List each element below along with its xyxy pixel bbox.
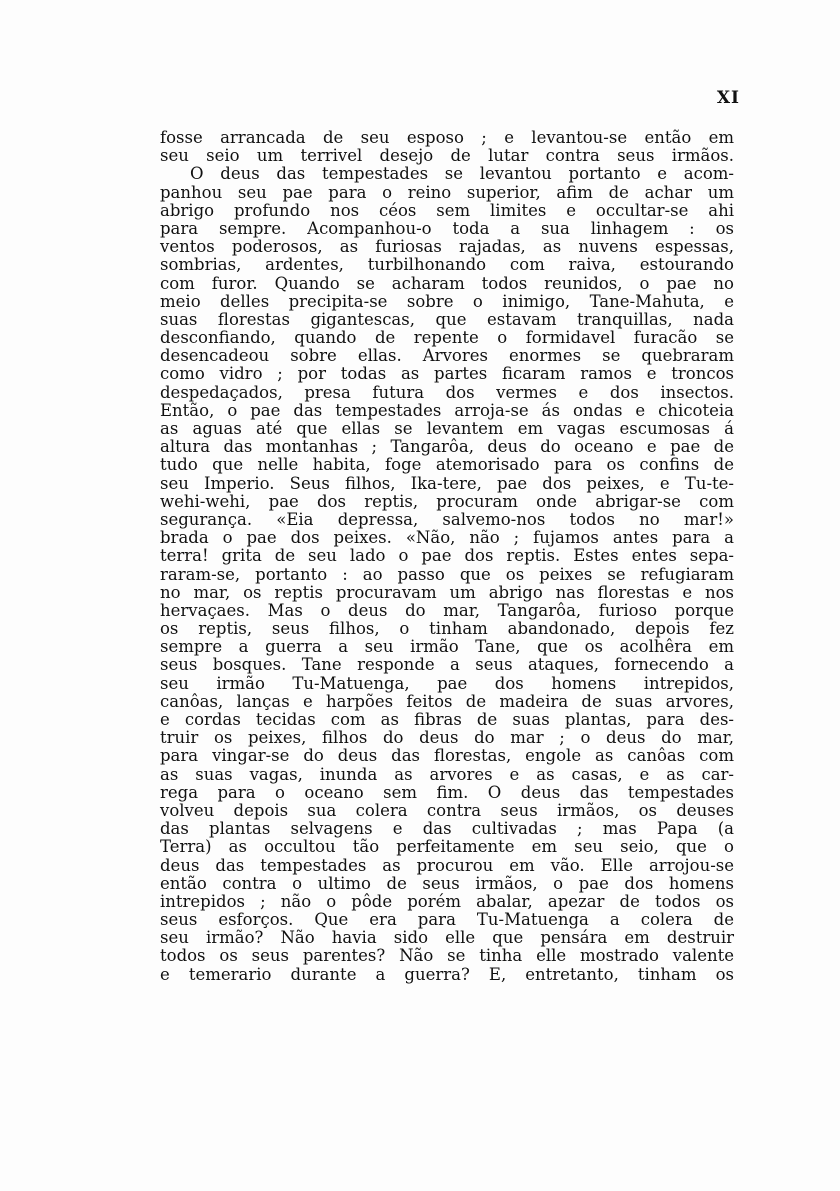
- text-line: seu irmão Tu-Matuenga, pae dos homens intrepidos,: [160, 673, 734, 693]
- text-line: seus esforços. Que era para Tu-Matuenga a colera de: [160, 910, 734, 930]
- text-line: seu Imperio. Seus filhos, Ika-tere, pae dos peixes, e Tu-te-: [160, 473, 734, 493]
- text-line: deus das tempestades as procurou em vão. Elle arrojou-se: [160, 855, 734, 875]
- page-number: XI: [716, 88, 740, 108]
- text-line: as suas vagas, inunda as arvores e as casas, e as car-: [160, 764, 734, 784]
- text-line: abrigo profundo nos céos sem limites e occultar-se ahi: [160, 200, 734, 220]
- text-line: das plantas selvagens e das cultivadas ; mas Papa (a: [160, 819, 734, 839]
- text-line: Terra) as occultou tão perfeitamente em seu seio, que o: [160, 837, 734, 857]
- text-line: para sempre. Acompanhou-o toda a sua linhagem : os: [160, 218, 734, 238]
- text-line: terra! grita de seu lado o pae dos reptis. Estes entes sepa-: [160, 546, 734, 566]
- text-line: seus bosques. Tane responde a seus ataques, fornecendo a: [160, 655, 734, 675]
- text-line: segurança. «Eia depressa, salvemo-nos todos no mar!»: [160, 509, 734, 529]
- text-line: com furor. Quando se acharam todos reunidos, o pae no: [160, 273, 734, 293]
- text-line: volveu depois sua colera contra seus irmãos, os deuses: [160, 800, 734, 820]
- text-line: canôas, lanças e harpões feitos de madeira de suas arvores,: [160, 691, 734, 711]
- text-line: fosse arrancada de seu esposo ; e levantou-se então em: [160, 128, 734, 147]
- text-line: intrepidos ; não o pôde porém abalar, apezar de todos os: [160, 891, 734, 911]
- body-text: [160, 129, 734, 984]
- text-line: ventos poderosos, as furiosas rajadas, as nuvens espessas,: [160, 237, 734, 257]
- text-line: panhou seu pae para o reino superior, afim de achar um: [160, 182, 734, 202]
- text-line: como vidro ; por todas as partes ficaram ramos e troncos: [160, 364, 734, 384]
- text-line: meio delles precipita-se sobre o inimigo, Tane-Mahuta, e: [160, 291, 734, 311]
- text-line: sombrias, ardentes, turbilhonando com raiva, estourando: [160, 255, 734, 275]
- text-line: O deus das tempestades se levantou portanto e acom-: [190, 164, 734, 184]
- text-line: desencadeou sobre ellas. Arvores enormes se quebraram: [160, 346, 734, 366]
- text-line: despedaçados, presa futura dos vermes e dos insectos.: [160, 382, 734, 402]
- text-line: no mar, os reptis procuravam um abrigo nas florestas e nos: [160, 582, 734, 602]
- text-line: todos os seus parentes? Não se tinha elle mostrado valente: [160, 946, 734, 966]
- text-line: altura das montanhas ; Tangarôa, deus do oceano e pae de: [160, 437, 734, 457]
- text-line: seu irmão? Não havia sido elle que pensára em destruir: [160, 928, 734, 948]
- text-line: e cordas tecidas com as fibras de suas plantas, para des-: [160, 710, 734, 729]
- text-line: os reptis, seus filhos, o tinham abandonado, depois fez: [160, 619, 734, 639]
- text-line: as aguas até que ellas se levantem em vagas escumosas á: [160, 419, 734, 438]
- text-line: wehi-wehi, pae dos reptis, procuram onde abrigar-se com: [160, 491, 734, 511]
- text-line: brada o pae dos peixes. «Não, não ; fujamos antes para a: [160, 528, 734, 548]
- text-line: então contra o ultimo de seus irmãos, o pae dos homens: [160, 873, 734, 893]
- text-line: seu seio um terrivel desejo de lutar contra seus irmãos.: [160, 146, 734, 166]
- text-line: rega para o oceano sem fim. O deus das tempestades: [160, 782, 734, 802]
- text-line: hervaçaes. Mas o deus do mar, Tangarôa, furioso porque: [160, 600, 734, 620]
- text-line: raram-se, portanto : ao passo que os peixes se refugiaram: [160, 564, 734, 584]
- text-line: desconfiando, quando de repente o formidavel furacão se: [160, 328, 734, 348]
- text-line: truir os peixes, filhos do deus do mar ; o deus do mar,: [160, 728, 734, 748]
- text-line: sempre a guerra a seu irmão Tane, que os acolhêra em: [160, 637, 734, 657]
- text-line: tudo que nelle habita, foge atemorisado para os confins de: [160, 455, 734, 475]
- text-line: e temerario durante a guerra? E, entretanto, tinham os: [160, 964, 734, 984]
- text-line: para vingar-se do deus das florestas, engole as canôas com: [160, 746, 734, 766]
- text-line: suas florestas gigantescas, que estavam tranquillas, nada: [160, 309, 734, 329]
- text-line: Então, o pae das tempestades arroja-se ás ondas e chicoteia: [160, 400, 734, 420]
